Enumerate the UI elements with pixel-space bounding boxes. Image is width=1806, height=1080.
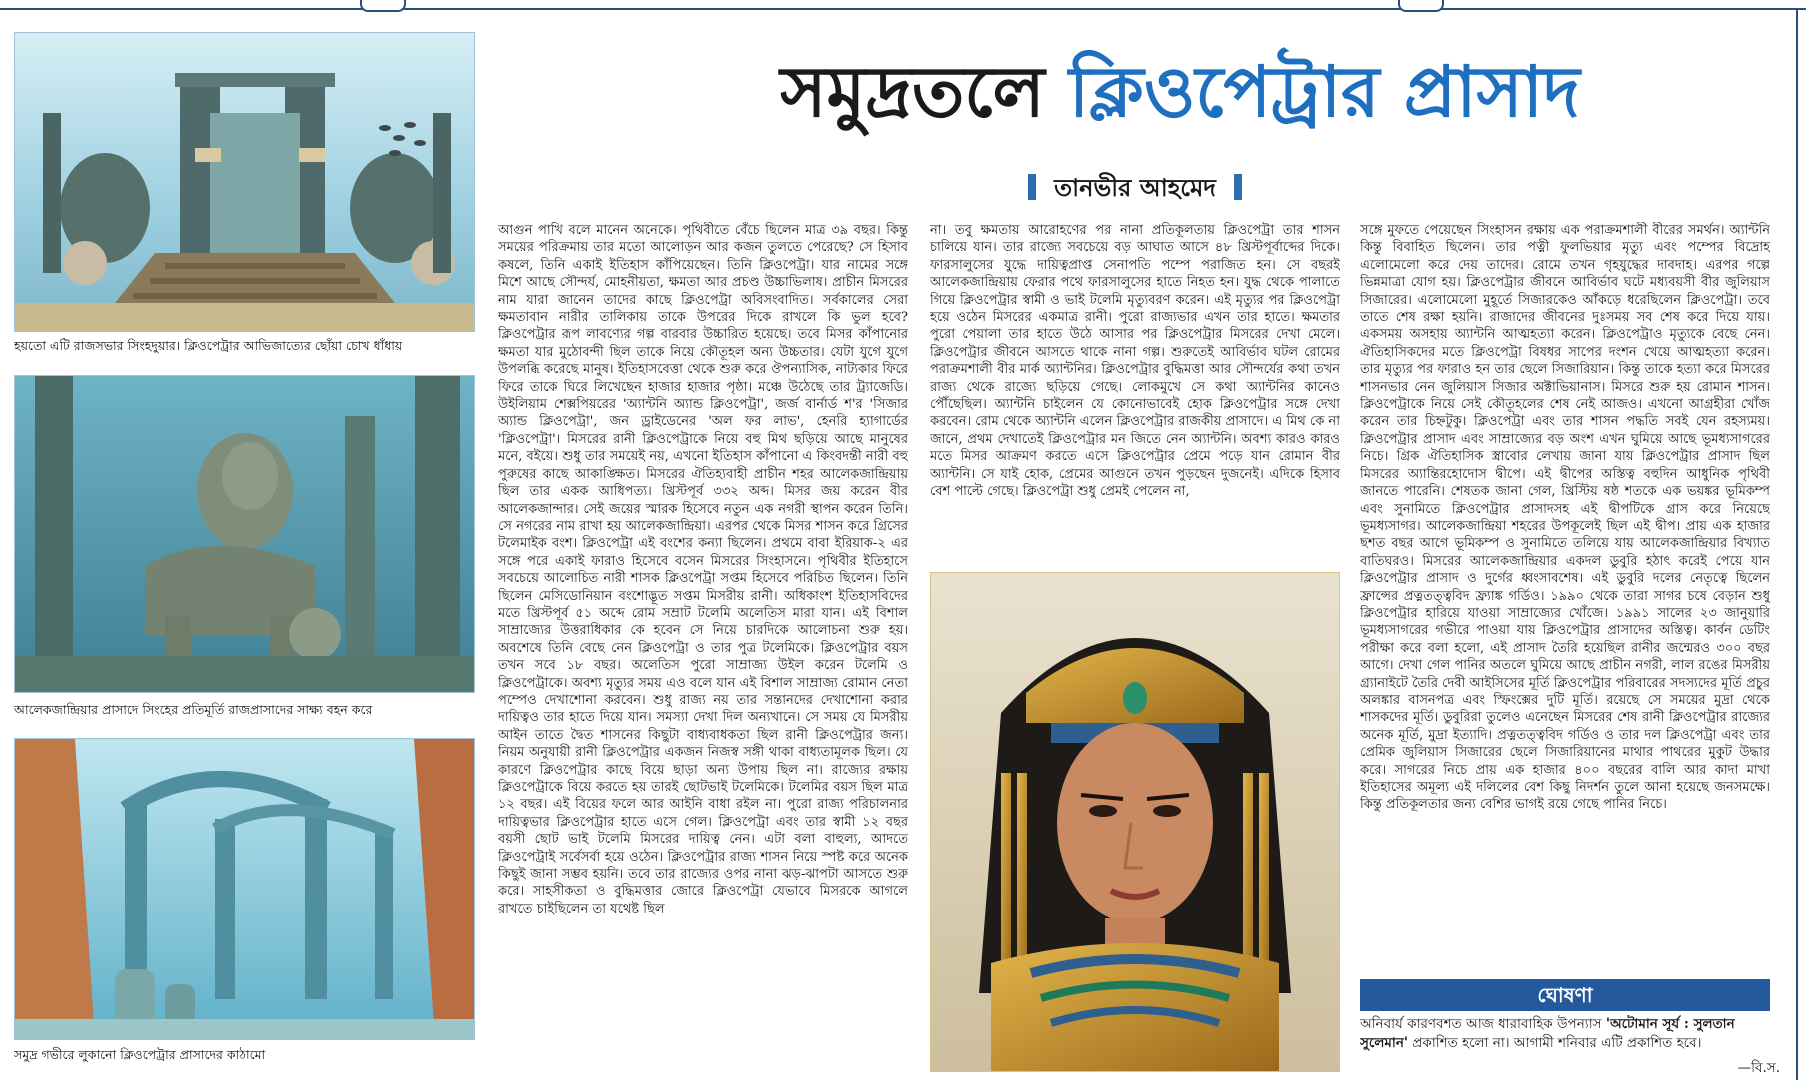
top-border: [0, 8, 1806, 10]
photo-underwater-ruins: [14, 738, 475, 1040]
photo1-caption: হয়তো এটি রাজসভার সিংহদুয়ার। ক্লিওপেট্রার আভিজাত্যের ছোঁয়া চোখ ধাঁধায়: [14, 338, 403, 353]
photo2-caption: আলেকজান্দ্রিয়ার প্রাসাদে সিংহের প্রতিমূর্তি রাজপ্রাসাদের সাক্ষ্য বহন করে: [14, 702, 373, 717]
article-column-1: আগুন পাখি বলে মানেন অনেকে। পৃথিবীতে বেঁচে ছিলেন মাত্র ৩৯ বছর। কিন্তু সময়ের পরিক্রমায় তার মতো আলোড়ন আর কজন তুলতে পেরেছে? সে হিসাব কষলে, তিনি একাই ইতিহাস কাঁপিয়েছেন। তিনি ক্লিওপেট্রা। যার নামের সঙ্গে মিশে আছে সৌন্দর্য, মোহনীয়তা, ক্ষমতা আর প্রচণ্ড উচ্চাভিলাষ। প্রাচীন মিসরের নাম যারা জানেন তাদের কাছে ক্লিওপেট্রা অবিসংবাদিত। সর্বকালের সেরা ক্ষমতাবান নারীর তালিকায় তাকে উপরের দিকে রাখলে কি ভুল হবে? ক্লিওপেট্রার রূপ লাবণ্যের গল্প বারবার উচ্চারিত হয়েছে। তবে মিসর কাঁপানোর ক্ষমতা যার মুঠোবন্দী ছিল তাকে নিয়ে কৌতূহল অন্য উচ্চতার। যেটা যুগে যুগে উপলব্ধি করেছে মানুষ। ইতিহাসবেত্তা থেকে শুরু করে ঔপন্যাসিক, নাট্যকার ফিরে ফিরে তাকে ঘিরে লিখেছেন হাজার হাজার পৃষ্ঠা। মঞ্চে উঠেছে তার ট্র্যাজেডি। উইলিয়াম শেক্সপিয়রের 'অ্যান্টনি অ্যান্ড ক্লিওপেট্রা', জর্জ বার্নার্ড শ'র 'সিজার অ্যান্ড ক্লিওপেট্রা', জন ড্রাইডেনের 'অল ফর লাভ', হেনরি হ্যাগার্ডের 'ক্লিওপেট্রা'। মিসরের রানী ক্লিওপেট্রাকে নিয়ে বহু মিথ ছড়িয়ে আছে মানুষের মনে, বইয়ে। শুধু তার সময়েই নয়, এখনো ইতিহাস কাঁপানো এ কিংবদন্তী নারী বহু পুরুষের কাছে আকাঙ্ক্ষিত। মিসরের ঐতিহ্যবাহী প্রাচীন শহর আলেকজান্দ্রিয়ায় ছিল তার একক আধিপত্য। খ্রিস্টপূর্ব ৩৩২ অব্দ। মিসর জয় করেন বীর আলেকজান্দার। সেই জয়ের স্মারক হিসেবে নতুন এক নগরী স্থাপন করেন তিনি। সে নগরের নাম রাখা হয় আলেকজান্দ্রিয়া। এরপর থেকে মিসর শাসন করে গ্রিসের টলেমাইক বংশ। ক্লিওপেট্রা এই বংশের কন্যা ছিলেন। প্রথমে বাবা ইরিয়াক-২ এর সঙ্গে পরে একাই ফারাও হিসেবে বসেন মিসরের সিংহাসনে। পৃথিবীর ইতিহাসে সবচেয়ে আলোচিত নারী শাসক ক্লিওপেট্রা সপ্তম হিসেবে পরিচিত ছিলেন। তিনি ছিলেন মেসিডোনিয়ান বংশোদ্ভূত সপ্তম মিসরীয় রানী। অধিকাংশ ইতিহাসবিদের মতে খ্রিস্টপূর্ব ৫১ অব্দে রোম সম্রাট টলেমি অলেতিস মারা যান। এই বিশাল সাম্রাজ্যের উত্তরাধিকার কে হবেন সে নিয়ে চারদিকে আলোচনা শুরু হয়। অবশেষে তিনি বেছে নেন ক্লিওপেট্রা ও তার পুত্র টলেমিকে। ক্লিওপেট্রার বয়স তখন সবে ১৮ বছর। অলেতিস পুরো সাম্রাজ্য উইল করেন টলেমি ও ক্লিওপেট্রাকে। অবশ্য মৃত্যুর সময় এও বলে যান এই বিশাল সাম্রাজ্য রোমান নেতা পম্পেও দেখাশোনা করবেন। শুধু রাজ্য নয় তার সন্তানদের দেখাশোনা করার দায়িত্বও তার হাতে দিয়ে যান। সমস্যা দেখা দিল অন্যখানে। সে সময় যে মিসরীয় আইন তাতে দ্বৈত শাসনের কিছুটা বাধ্যবাধকতা ছিল রানী ক্লিওপেট্রার জন্য। নিয়ম অনুযায়ী রানী ক্লিওপেট্রার একজন নিজস্ব সঙ্গী থাকা বাধ্যতামূলক ছিল। যে কারণে ক্লিওপেট্রার কাছে বিয়ে ছাড়া অন্য উপায় ছিল না। রাজ্যের রক্ষায় ক্লিওপেট্রাকে বিয়ে করতে হয় তারই ছোটভাই টলেমিকে। টলেমির বয়স ছিল মাত্র ১২ বছর। এই বিয়ের ফলে আর আইনি বাধা রইল না। পুরো রাজ্য পরিচালনার দায়িত্বভার ক্লিওপেট্রার হাতে এসে গেল। ক্লিওপেট্রা এবং তার স্বামী ১২ বছর বয়সী ছোট ভাই টলেমি মিসরের দায়িত্ব নেন। এটা বলা বাহুল্য, আদতে ক্লিওপেট্রাই সর্বেসর্বা হয়ে ওঠেন। ক্লিওপেট্রার রাজ্য শাসন নিয়ে স্পষ্ট করে অনেক কিছুই জানা সম্ভব হয়নি। তবে তার রাজ্যের ওপর নানা ঝড়-ঝাপটা আসতে শুরু করে। সাহসীকতা ও বুদ্ধিমত্তার জোরে ক্লিওপেট্রা যেভাবে মিসরকে আগলে রাখতে চাইছিলেন তা যথেষ্ট ছিল: [498, 223, 908, 917]
headline-part-1: সমুদ্রতলে: [780, 50, 1045, 133]
photo3-caption: সমুদ্র গভীরে লুকানো ক্লিওপেট্রার প্রাসাদের কাঠামো: [14, 1047, 266, 1062]
photo-palace-gate: [14, 32, 475, 332]
top-border-tab: [360, 0, 406, 12]
byline-bar-right: [1234, 174, 1242, 200]
article-headline: [690, 44, 1670, 140]
author-name: তানভীর আহমেদ: [1054, 173, 1216, 202]
byline-bar-left: [1028, 174, 1036, 200]
notice-signature: —বি.স.: [1737, 1060, 1780, 1076]
notice-text-before: অনিবার্য কারণবশত আজ ধারাবাহিক উপন্যাস: [1360, 1016, 1606, 1032]
headline-part-2: ক্লিওপেট্রার প্রাসাদ: [1069, 50, 1580, 133]
notice-novel-title: 'অটোমান সূর্য : সুলতান সুলেমান': [1360, 1016, 1735, 1051]
photo-lion-statue: [14, 375, 475, 693]
notice-text-after: প্রকাশিত হলো না। আগামী শনিবার এটি প্রকাশিত হবে।: [1408, 1035, 1702, 1051]
byline: [1000, 168, 1270, 208]
photo-cleopatra-portrait: [930, 572, 1340, 1072]
article-column-3: সঙ্গে মুফতে পেয়েছেন সিংহাসন রক্ষায় এক পরাক্রমশালী বীরের সমর্থন। অ্যান্টনি কিন্তু বিবাহিত ছিলেন। তার পত্নী ফুলভিয়ার মৃত্যু এবং পম্পের বিদ্রোহ এলোমেলো করে দেয় তাদের। রোমে তখন গৃহযুদ্ধের দাবদাহ। এরপর গল্পে ভিন্নমাত্রা যোগ হয়। ক্লিওপেট্রার জীবনে আবির্ভাব ঘটে মধ্যবয়সী বীর জুলিয়াস সিজারের। এলোমেলো মুহূর্তে সিজারকেও আঁকড়ে ধরেছিলেন ক্লিওপেট্রা। তবে তাতে শেষ রক্ষা হয়নি। রাজাদের জীবনের দুঃসময় সব শেষ করে দিয়ে যায়। একসময় অসহায় অ্যান্টনি আত্মহত্যা করেন। ক্লিওপেট্রাও মৃত্যুকে বেছে নেন। ঐতিহাসিকদের মতে ক্লিওপেট্রা বিষধর সাপের দংশন খেয়ে আত্মহত্যা করেন। তার মৃত্যুর পর ফারাও হন তার ছেলে সিজারিয়ান। কিন্তু তাকে হত্যা করে মিসরের শাসনভার নেন জুলিয়াস সিজার অক্টাভিয়ানাস। মিসরে শুরু হয় রোমান শাসন। ক্লিওপেট্রাকে নিয়ে সেই কৌতূহলের শেষ নেই আজও। এখনো আগ্রহীরা খোঁজ করেন তার চিহ্নটুকু। ক্লিওপেট্রা এবং তার শাসন পদ্ধতি সবই যেন রহস্যময়। ক্লিওপেট্রার প্রাসাদ এবং সাম্রাজ্যের বড় অংশ এখন ঘুমিয়ে আছে ভূমধ্যসাগরের নিচে। গ্রিক ঐতিহাসিক স্ত্রাবোর লেখায় জানা যায় ক্লিওপেট্রার প্রাসাদ ছিল মিসরের অ্যান্তিরহোদোস দ্বীপে। এই দ্বীপের অস্তিত্ব বহুদিন আধুনিক পৃথিবী জানতে পারেনি। শেষতক জানা গেল, খ্রিস্টিয় ষষ্ঠ শতকে এক ভয়ঙ্কর ভূমিকম্প এবং সুনামিতে ক্লিওপেট্রার প্রাসাদসহ এই দ্বীপটিকে গ্রাস করে নিয়েছে ভূমধ্যসাগর। আলেকজান্দ্রিয়া শহরের উপকূলেই ছিল এই দ্বীপ। প্রায় এক হাজার ছশত বছর আগে ভূমিকম্প ও সুনামিতে তলিয়ে যায় আলেকজান্দ্রিয়ার বিখ্যাত বাতিঘরও। মিসরের আলেকজান্দ্রিয়ার একদল ডুবুরি হঠাৎ করেই পেয়ে যান ক্লিওপেট্রার প্রাসাদ ও দুর্গের ধ্বংসাবশেষ। এই ডুবুরি দলের নেতৃত্বে ছিলেন ফ্রান্সের প্রত্নতত্ত্ববিদ ফ্র্যাঙ্ক গর্ডিও। ১৯৯০ থেকে তারা সাগর চষে বেড়ান শুধু ক্লিওপেট্রার হারিয়ে যাওয়া সাম্রাজ্যের খোঁজে। ১৯৯১ সালের ২৩ জানুয়ারি ভূমধ্যসাগরের গভীরে পাওয়া যায় ক্লিওপেট্রার প্রাসাদের অস্তিত্ব। কার্বন ডেটিং পরীক্ষা করে বলা হলো, এই প্রাসাদ তৈরি হয়েছিল রানীর জন্মেরও ৩০০ বছর আগে। দেখা গেল পানির অতলে ঘুমিয়ে আছে প্রাচীন নগরী, লাল রঙের মিসরীয় গ্র্যানাইটে তৈরি দেবী আইসিসের মূর্তি ক্লিওপেট্রার পরিবারের সদস্যদের মূর্তি প্রচুর অলঙ্কার বাসনপত্র এবং স্ফিংক্সের দুটি মূর্তি। রয়েছে সে সময়ের মুদ্রা থেকে শাসকদের মূর্তি। ডুবুরিরা তুলেও এনেছেন মিসরের শেষ রানী ক্লিওপেট্রার রাজ্যের অনেক মূর্তি, মুদ্রা ইত্যাদি। প্রত্নতত্ত্ববিদ গর্ডিও ও তার দল ক্লিওপেট্রা এবং তার প্রেমিক জুলিয়াস সিজারের ছেলে সিজারিয়ানের মাথার পাথরের মুকুট উদ্ধার করে। সাগরের নিচে প্রায় এক হাজার ৪০০ বছরের বালি আর কাদা মাখা ইতিহাসের অমূল্য এই দলিলের বেশ কিছু নিদর্শন তুলে আনা হয়েছে জনসমক্ষে। কিন্তু প্রতিকূলতার জন্য বেশির ভাগই রয়ে গেছে পানির নিচে।: [1360, 223, 1770, 813]
right-border: [1796, 8, 1798, 1080]
article-column-2: না। তবু ক্ষমতায় আরোহণের পর নানা প্রতিকূলতায় ক্লিওপেট্রা তার শাসন চালিয়ে যান। তার রাজ্যে সবচেয়ে বড় আঘাত আসে ৪৮ খ্রিস্টপূর্বাব্দের দিকে। ফারসালুসের যুদ্ধে দায়িত্বপ্রাপ্ত সেনাপতি পম্পে পরাজিত হন। সে বছরই আলেকজান্দ্রিয়ায় ফেরার পথে ফারসালুসের হাতে নিহত হন। যুদ্ধ থেকে পালাতে গিয়ে ক্লিওপেট্রার স্বামী ও ভাই টলেমি মৃত্যুবরণ করেন। এই মৃত্যুর পর ক্লিওপেট্রা হয়ে ওঠেন মিসরের একমাত্র রানী। পুরো রাজ্যভার এখন তার হাতে। ক্ষমতার পুরো পেয়ালা তার হাতে উঠে আসার পর ক্লিওপেট্রার মিসরের দেখা মেলে। ক্লিওপেট্রার জীবনে আসতে থাকে নানা গল্প। শুরুতেই আবির্ভাব ঘটল রোমের পরাক্রমশালী বীর মার্ক অ্যান্টনির। ক্লিওপেট্রার বুদ্ধিমত্তা আর সৌন্দর্যের কথা তখন রাজ্য থেকে রাজ্যে ছড়িয়ে গেছে। লোকমুখে সে কথা অ্যান্টনির কানেও পৌঁছেছিল। অ্যান্টনি চাইলেন যে কোনোভাবেই হোক ক্লিওপেট্রার সঙ্গে দেখা করবেন। রোম থেকে অ্যান্টনি এলেন ক্লিওপেট্রার রাজকীয় প্রাসাদে। এ মিথ কে না জানে, প্রথম দেখাতেই ক্লিওপেট্রার মন জিতে নেন অ্যান্টনি। অবশ্য কারও কারও মতে মিসর আক্রমণ করতে এসে ক্লিওপেট্রার প্রেমে পড়ে যান রোমান বীর অ্যান্টনি। সে যাই হোক, প্রেমের আগুনে তখন পুড়ছেন দুজনেই। এদিকে হিসাব বেশ পাল্টে গেছে। ক্লিওপেট্রা শুধু প্রেমই পেলেন না,: [930, 223, 1340, 500]
top-border-tab: [1398, 0, 1444, 12]
notice-title: ঘোষণা: [1360, 979, 1770, 1011]
